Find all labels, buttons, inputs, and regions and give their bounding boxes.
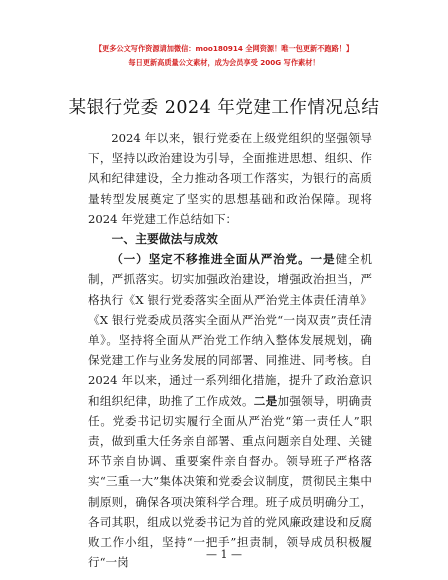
intro-paragraph: 2024 年以来，银行党委在上级党组织的坚强领导下，坚持以政治建设为引导，全面推进思想、组织、作风和纪律建设，全力推动各项工作落实，为银行的高质量转型发展奠定了坚实的思想基础和政治保障。现将 2024 年党建工作总结如下： — [88, 131, 372, 226]
document-body — [88, 128, 372, 572]
point-label-first: 一是 — [310, 252, 336, 267]
point-text-second: 加强领导，明确责任。党委书记切实履行全面从严治党“第一责任人”职责，做到重大任务亲自部署、重点问题亲自处理、关键环节亲自协调、重要案件亲自督办。领导班子严格落实“三重一大”集体决策和党委会议制度，贯彻民主集中制原则，确保各项决策科学合理。班子成员明确分工，各司其职，组成以党委书记为首的党风廉政建设和反腐败工作小组，坚持“一把手”担责制，领导成员积极履行“一岗 — [88, 393, 372, 570]
promo-banner-line-2: 每日更新高质量公文素材，成为会员享受 200G 写作素材！ — [128, 58, 320, 67]
section-heading: 一、主要做法与成效 — [111, 232, 218, 247]
document-title: 某银行党委 2024 年党建工作情况总结 — [68, 98, 380, 118]
sub-heading: （一）坚定不移推进全面从严治党。 — [111, 252, 311, 267]
point-text-first: 健全机制，严抓落实。切实加强政治建设，增强政治担当，严格执行《X 银行党委落实全面从严治党主体责任清单》《X 银行党委成员落实全面从严治党“一岗双责”责任清单》。坚持将全面从严治党工作纳入整体发展规划，确保党建工作与业务发展的同部署、同推进、同考核。自 2024 年以来，通过一系列细化措施，提升了政治意识和组织纪律，助推了工作成效。 — [88, 252, 372, 408]
promo-banner-line-1: 【更多公文写作资源请加微信：moo180914 全网资源！唯一包更新不跑路！】 — [94, 44, 354, 53]
point-label-second: 二是 — [253, 393, 278, 408]
page-number: — 1 — — [206, 548, 242, 561]
section-paragraph — [88, 249, 372, 572]
